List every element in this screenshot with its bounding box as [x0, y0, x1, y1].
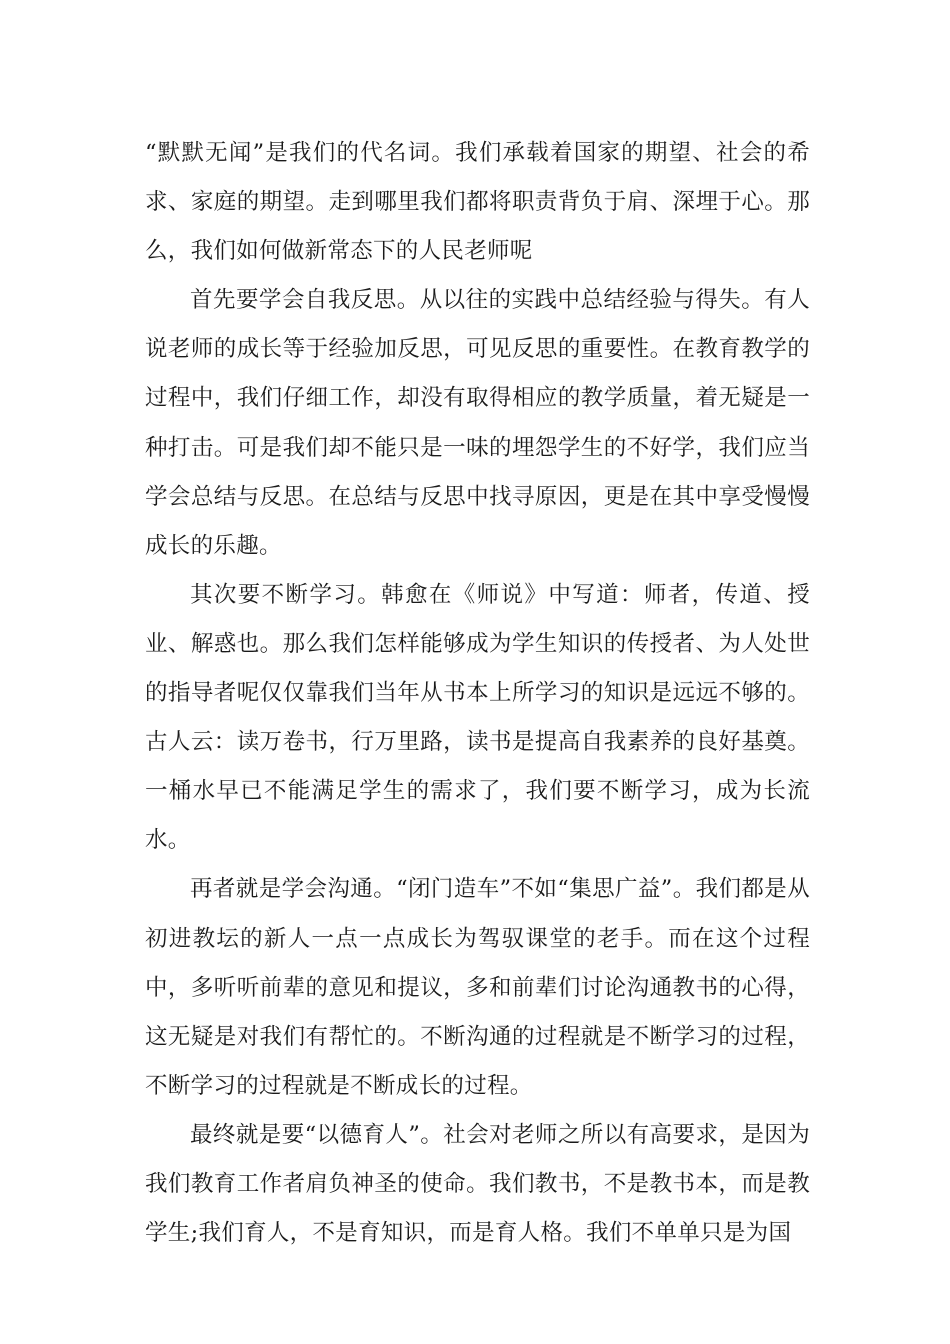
paragraph-1: “默默无闻”是我们的代名词。我们承载着国家的期望、社会的希求、家庭的期望。走到哪里我们都将职责背负于肩、深埋于心。那么，我们如何做新常态下的人民老师呢 [145, 140, 810, 265]
paragraph-3: 其次要不断学习。韩愈在《师说》中写道：师者，传道、授业、解惑也。那么我们怎样能够成为学生知识的传授者、为人处世的指导者呢仅仅靠我们当年从书本上所学习的知识是远远不够的。古人云：读万卷书，行万里路，读书是提高自我素养的良好基奠。一桶水早已不能满足学生的需求了，我们要不断学习，成为长流水。 [145, 581, 810, 854]
paragraph-5: 最终就是要“以德育人”。社会对老师之所以有高要求，是因为我们教育工作者肩负神圣的使命。我们教书，不是教书本，而是教学生;我们育人，不是育知识，而是育人格。我们不单单只是为国 [145, 1121, 810, 1247]
paragraph-4: 再者就是学会沟通。“闭门造车”不如“集思广益”。我们都是从初进教坛的新人一点一点成长为驾驭课堂的老手。而在这个过程中，多听听前辈的意见和提议，多和前辈们讨论沟通教书的心得，这无疑是对我们有帮忙的。不断沟通的过程就是不断学习的过程，不断学习的过程就是不断成长的过程。 [145, 876, 810, 1099]
document-body [145, 129, 810, 1258]
paragraph-2: 首先要学会自我反思。从以往的实践中总结经验与得失。有人说老师的成长等于经验加反思，可见反思的重要性。在教育教学的过程中，我们仔细工作，却没有取得相应的教学质量，着无疑是一种打击。可是我们却不能只是一味的埋怨学生的不好学，我们应当学会总结与反思。在总结与反思中找寻原因，更是在其中享受慢慢成长的乐趣。 [145, 287, 810, 559]
